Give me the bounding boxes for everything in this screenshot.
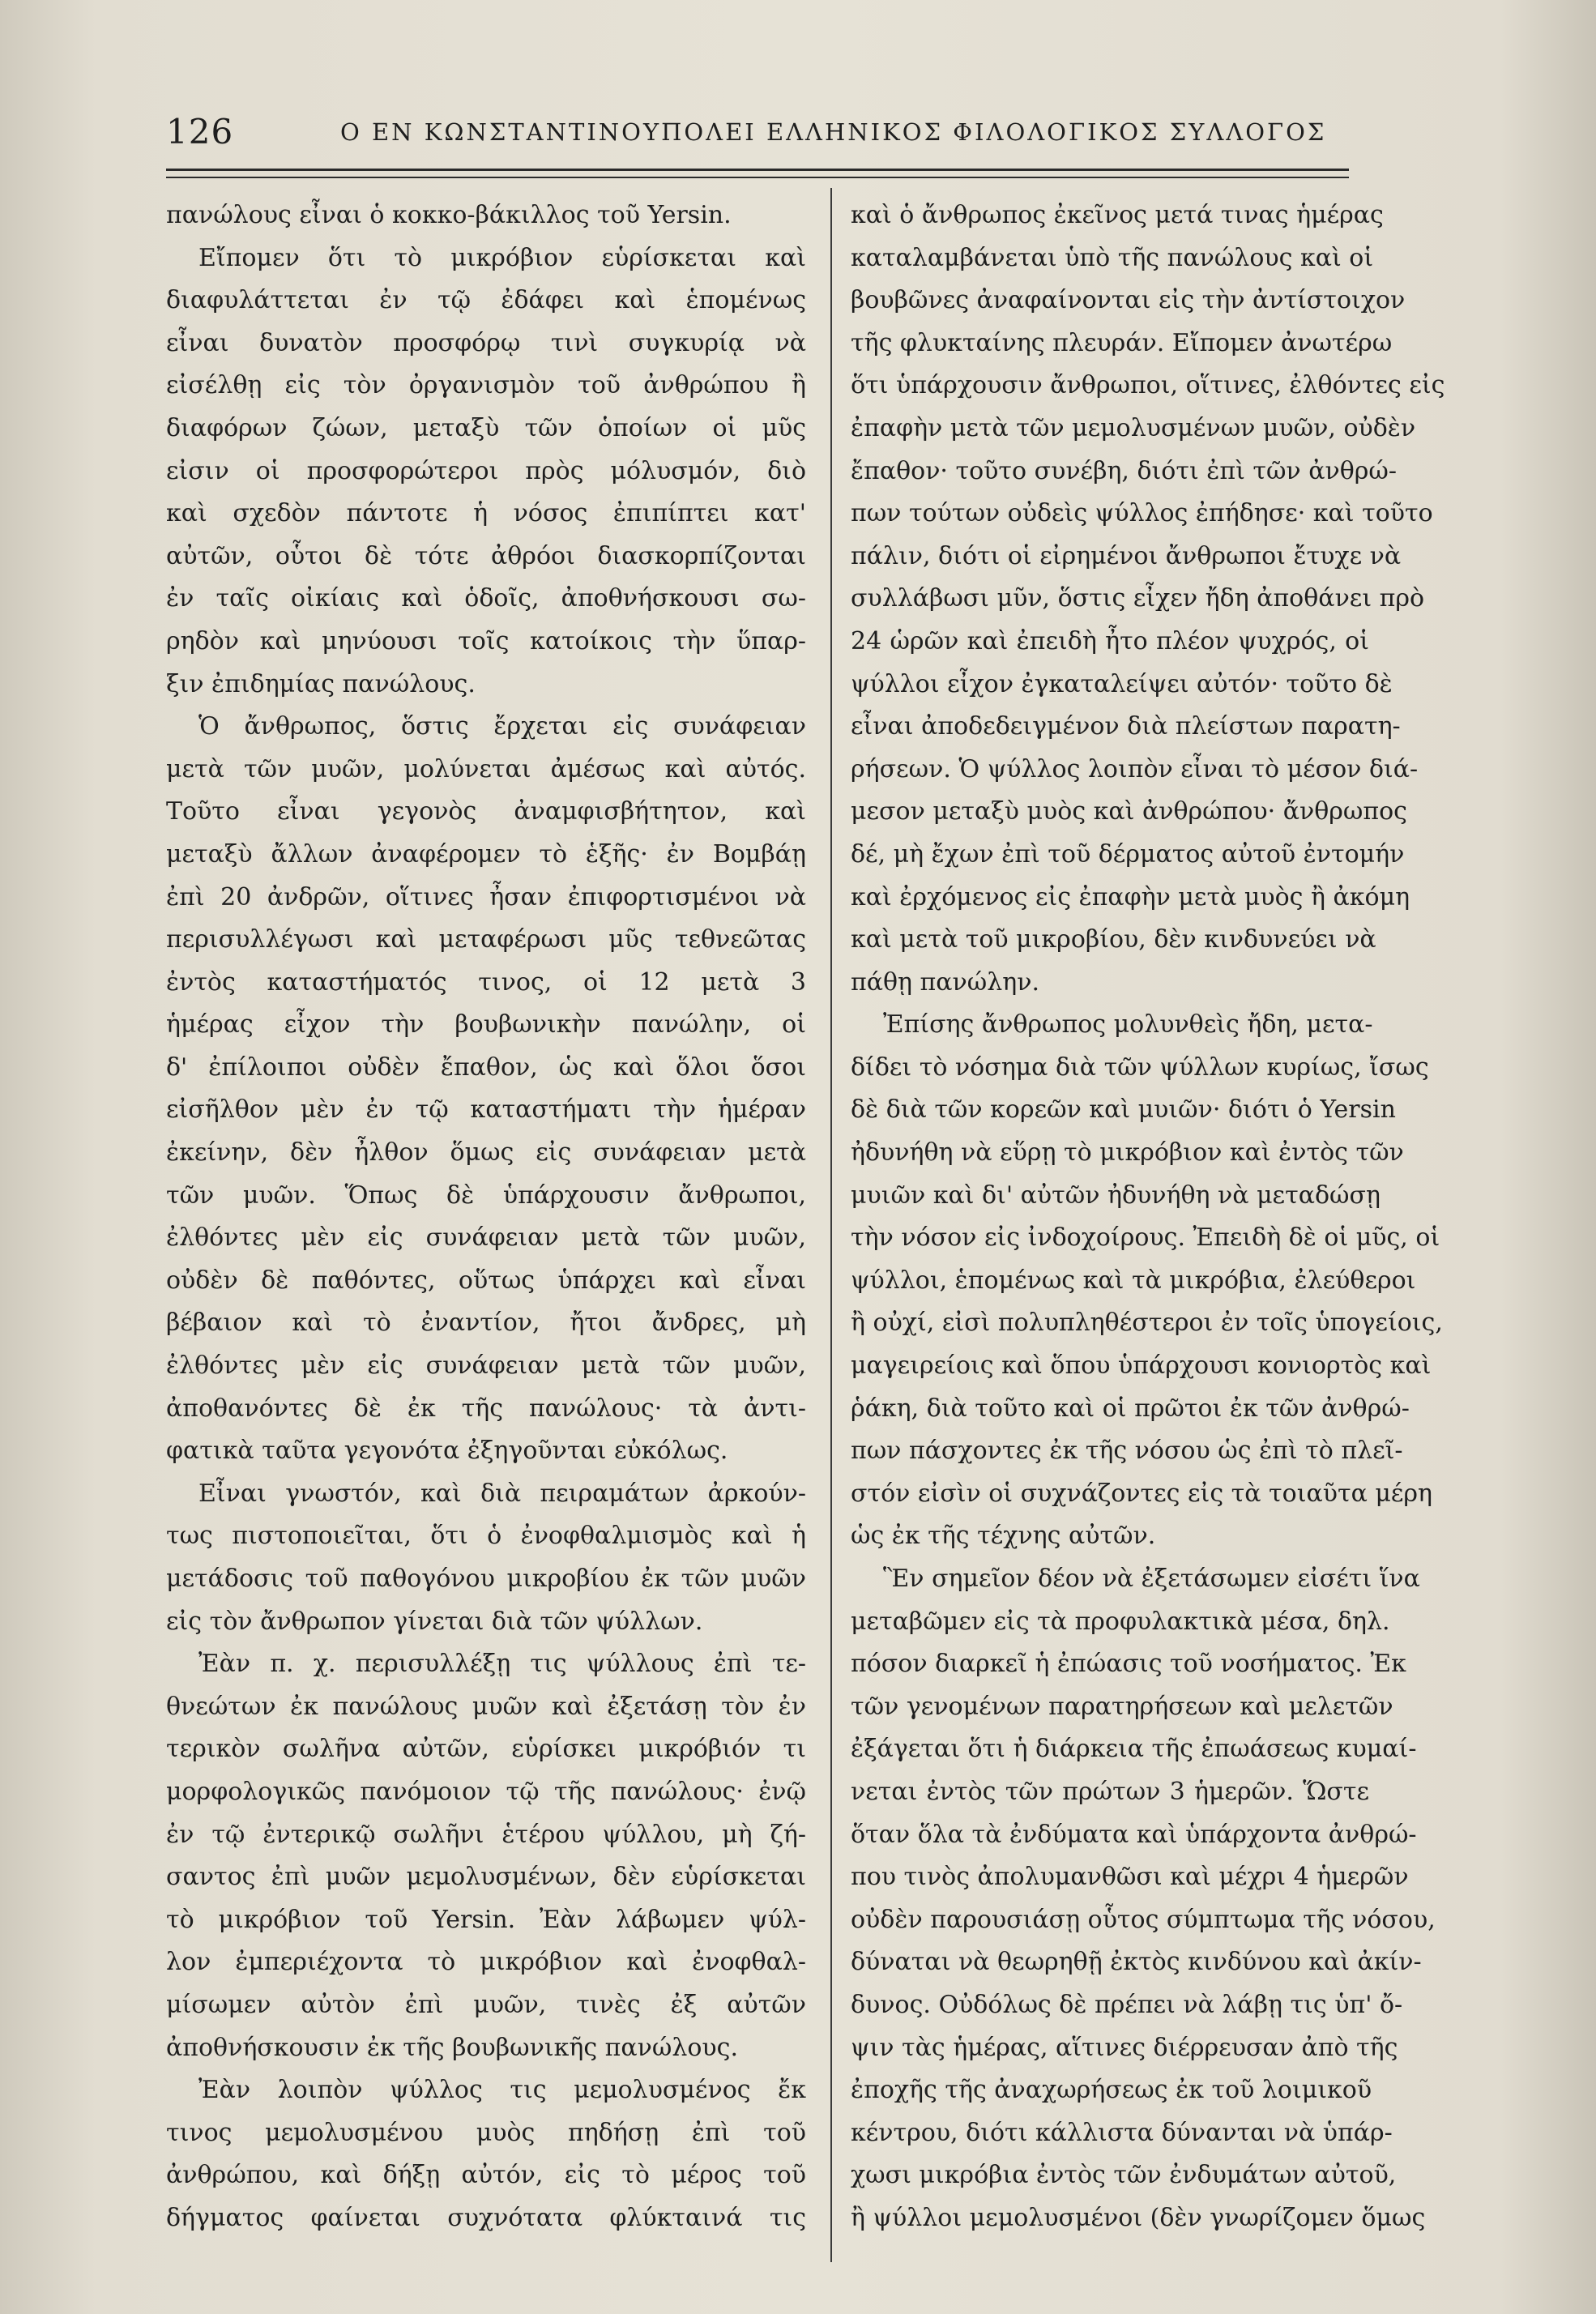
right-column-line: καὶ μετὰ τοῦ μικροβίου, δὲν κινδυνεύει νὰ [851,925,1376,954]
left-column-line: εἰσῆλθον μὲν ἐν τῷ καταστήματι τὴν ἡμέραν [166,1095,806,1125]
right-column-line: πων τούτων οὐδεὶς ψύλλος ἐπήδησε· καὶ τοῦτο [851,499,1433,528]
left-column-line: εἰς τὸν ἄνθρωπον γίνεται διὰ τῶν ψύλλων. [166,1607,703,1636]
header-rule-thin [166,177,1349,178]
header-rule [166,169,1349,171]
right-column-line: ρήσεων. Ὁ ψύλλος λοιπὸν εἶναι τὸ μέσον διά- [851,754,1419,783]
right-column-line: καὶ ἐρχόμενος εἰς ἐπαφὴν μετὰ μυὸς ἢ ἀκόμη [851,882,1410,912]
left-column-line: εἰσέλθῃ εἰς τὸν ὀργανισμὸν τοῦ ἀνθρώπου ἢ [166,371,806,400]
left-column-line: βέβαιον καὶ τὸ ἐναντίον, ἤτοι ἄνδρες, μὴ [166,1309,806,1338]
left-column-line: ἐπὶ 20 ἀνδρῶν, οἵτινες ἦσαν ἐπιφορτισμένοι νὰ [166,882,806,912]
right-column-line: ἢ οὐχί, εἰσὶ πολυπληθέστεροι ἐν τοῖς ὑπογείοις, [851,1309,1443,1338]
left-column-line: δήγματος φαίνεται συχνότατα φλύκταινά τις [166,2203,806,2232]
right-column-line: μυιῶν καὶ δι' αὐτῶν ἠδυνήθη νὰ μεταδώσῃ [851,1180,1380,1210]
left-column-line: ἐν τῷ ἐντερικῷ σωλῆνι ἑτέρου ψύλλου, μὴ ζή- [166,1820,806,1849]
right-column-line: Ἐπίσης ἄνθρωπος μολυνθεὶς ἤδη, μετα- [883,1010,1373,1040]
right-column-line: στόν εἰσὶν οἱ συχνάζοντες εἰς τὰ τοιαῦτα μέρη [851,1479,1433,1508]
right-column-line: δὲ διὰ τῶν κορεῶν καὶ μυιῶν· διότι ὁ Yersin [851,1095,1396,1125]
right-column-line: δυνος. Οὐδόλως δὲ πρέπει νὰ λάβῃ τις ὑπ' ὄ- [851,1990,1403,2019]
right-column-line: καταλαμβάνεται ὑπὸ τῆς πανώλους καὶ οἱ [851,243,1374,272]
left-column-line: φατικὰ ταῦτα γεγονότα ἐξηγοῦνται εὐκόλως. [166,1437,728,1466]
right-column-line: πάλιν, διότι οἱ εἰρημένοι ἄνθρωποι ἔτυχε νὰ [851,541,1402,570]
left-column-line: εἶναι δυνατὸν προσφόρῳ τινὶ συγκυρίᾳ νὰ [166,328,806,357]
left-column-line: Ὁ ἄνθρωπος, ὅστις ἔρχεται εἰς συνάφειαν [198,712,806,741]
right-column-line: μεταβῶμεν εἰς τὰ προφυλακτικὰ μέσα, δηλ. [851,1607,1390,1636]
left-column-line: ἀνθρώπου, καὶ δήξῃ αὐτόν, εἰς τὸ μέρος τοῦ [166,2161,806,2190]
right-column [851,194,1445,2240]
right-column-line: ἐποχῆς τῆς ἀναχωρήσεως ἐκ τοῦ λοιμικοῦ [851,2076,1372,2105]
right-column-line: βουβῶνες ἀναφαίνονται εἰς τὴν ἀντίστοιχον [851,286,1406,315]
left-column-line: τως πιστοποιεῖται, ὅτι ὁ ἐνοφθαλμισμὸς καὶ ἡ [166,1522,806,1551]
right-column-line: ἢ ψύλλοι μεμολυσμένοι (δὲν γνωρίζομεν ὅμως [851,2203,1426,2232]
right-column-line: δίδει τὸ νόσημα διὰ τῶν ψύλλων κυρίως, ἴσως [851,1052,1429,1082]
left-column-line: λον ἐμπεριέχοντα τὸ μικρόβιον καὶ ἐνοφθαλ- [166,1948,806,1977]
left-column-line: πανώλους εἶναι ὁ κοκκο-βάκιλλος τοῦ Yersin. [166,201,732,229]
right-column-line: ψιν τὰς ἡμέρας, αἵτινες διέρρευσαν ἀπὸ τῆς [851,2033,1398,2062]
right-column-line: ῥάκη, διὰ τοῦτο καὶ οἱ πρῶτοι ἐκ τῶν ἀνθρώ- [851,1394,1410,1423]
right-column-line: που τινὸς ἀπολυμανθῶσι καὶ μέχρι 4 ἡμερῶν [851,1863,1409,1892]
column-divider [830,188,832,2262]
left-column-line: διαφυλάττεται ἐν τῷ ἐδάφει καὶ ἑπομένως [166,286,806,315]
left-column-line: τερικὸν σωλῆνα αὐτῶν, εὑρίσκει μικρόβιόν τι [166,1735,806,1764]
right-column-line: ἐπαφὴν μετὰ τῶν μεμολυσμένων μυῶν, οὐδὲν [851,413,1416,442]
left-column-line: διαφόρων ζώων, μεταξὺ τῶν ὁποίων οἱ μῦς [166,413,806,442]
right-column-line: πων πάσχοντες ἐκ τῆς νόσου ὡς ἐπὶ τὸ πλεῖ- [851,1437,1403,1466]
left-column-line: καὶ σχεδὸν πάντοτε ἡ νόσος ἐπιπίπτει κατ' [166,499,806,528]
left-column-line: δ' ἐπίλοιποι οὐδὲν ἔπαθον, ὡς καὶ ὅλοι ὅσοι [166,1052,806,1082]
left-column-line: μίσωμεν αὐτὸν ἐπὶ μυῶν, τινὲς ἐξ αὐτῶν [166,1990,806,2019]
right-column-line: ψύλλοι, ἑπομένως καὶ τὰ μικρόβια, ἐλεύθεροι [851,1266,1416,1295]
right-column-line: δέ, μὴ ἔχων ἐπὶ τοῦ δέρματος αὐτοῦ ἐντομήν [851,839,1405,869]
left-column-line: μετὰ τῶν μυῶν, μολύνεται ἀμέσως καὶ αὐτός. [166,754,806,783]
left-column-line: εἰσιν οἱ προσφορώτεροι πρὸς μόλυσμόν, διὸ [166,456,806,485]
right-column-line: κέντρου, διότι κάλλιστα δύνανται νὰ ὑπάρ- [851,2118,1393,2147]
right-column-line: συλλάβωσι μῦν, ὅστις εἶχεν ἤδη ἀποθάνει πρὸ [851,584,1425,613]
left-column-line: αὐτῶν, οὗτοι δὲ τότε ἀθρόοι διασκορπίζονται [166,541,806,570]
right-column-line: ψύλλοι εἶχον ἐγκαταλείψει αὐτόν· τοῦτο δὲ [851,669,1393,698]
left-column-line: ρηδὸν καὶ μηνύουσι τοῖς κατοίκοις τὴν ὕπαρ- [166,626,806,655]
left-column-line: μεταξὺ ἄλλων ἀναφέρομεν τὸ ἑξῆς· ἐν Βομβάῃ [166,839,806,869]
page-header [166,112,1341,160]
left-column-line: μετάδοσις τοῦ παθογόνου μικροβίου ἐκ τῶν μυῶν [166,1565,806,1593]
left-column-line: τινος μεμολυσμένου μυὸς πηδήσῃ ἐπὶ τοῦ [166,2118,806,2147]
right-column-line: τῆς φλυκταίνης πλευράν. Εἴπομεν ἀνωτέρω [851,328,1393,357]
right-column-line: πόσον διαρκεῖ ἡ ἐπώασις τοῦ νοσήματος. Ἐκ [851,1650,1406,1679]
left-column-line: τὸ μικρόβιον τοῦ Yersin. Ἐὰν λάβωμεν ψύλ- [166,1905,806,1934]
left-column-line: ξιν ἐπιδημίας πανώλους. [166,669,476,698]
right-column-line: ἐξάγεται ὅτι ἡ διάρκεια τῆς ἐπωάσεως κυμαί- [851,1735,1417,1764]
right-column-line: 24 ὡρῶν καὶ ἐπειδὴ ἦτο πλέον ψυχρός, οἱ [851,626,1369,655]
left-column-line: Εἶναι γνωστόν, καὶ διὰ πειραμάτων ἀρκούν- [198,1479,806,1508]
right-column-line: νεται ἐντὸς τῶν πρώτων 3 ἡμερῶν. Ὥστε [851,1777,1369,1806]
left-column-line: ἐλθόντες μὲν εἰς συνάφειαν μετὰ τῶν μυῶν, [166,1223,806,1253]
right-column-line: μαγειρείοις καὶ ὅπου ὑπάρχουσι κονιορτὸς καὶ [851,1351,1432,1381]
right-column-line: ἔπαθον· τοῦτο συνέβη, διότι ἐπὶ τῶν ἀνθρώ- [851,456,1398,485]
left-column-line: ἀποθανόντες δὲ ἐκ τῆς πανώλους· τὰ ἀντι- [166,1394,806,1423]
left-column-line: τῶν μυῶν. Ὅπως δὲ ὑπάρχουσιν ἄνθρωποι, [166,1180,806,1210]
right-column-line: ἠδυνήθη νὰ εὕρῃ τὸ μικρόβιον καὶ ἐντὸς τῶν [851,1138,1404,1168]
right-column-line: μεσον μεταξὺ μυὸς καὶ ἀνθρώπου· ἄνθρωπος [851,797,1407,826]
running-title: Ο ΕΝ ΚΩΝΣΤΑΝΤΙΝΟΥΠΟΛΕΙ ΕΛΛΗΝΙΚΟΣ ΦΙΛΟΛΟΓΙΚΟΣ ΣΥΛΛΟΓΟΣ [340,118,1327,146]
right-column-line: ὡς ἐκ τῆς τέχνης αὐτῶν. [851,1522,1156,1551]
left-column-line: ἐκείνην, δὲν ἦλθον ὅμως εἰς συνάφειαν μετὰ [166,1138,806,1168]
left-column-line: Εἴπομεν ὅτι τὸ μικρόβιον εὑρίσκεται καὶ [198,243,806,272]
left-column-line: ἐλθόντες μὲν εἰς συνάφειαν μετὰ τῶν μυῶν, [166,1351,806,1381]
right-column-line: εἶναι ἀποδεδειγμένον διὰ πλείστων παρατη- [851,712,1401,741]
left-column-line: θνεώτων ἐκ πανώλους μυῶν καὶ ἐξετάσῃ τὸν ἐν [166,1692,806,1721]
right-column-line: πάθῃ πανώλην. [851,967,1039,997]
left-column [166,194,806,2240]
right-column-line: καὶ ὁ ἄνθρωπος ἐκεῖνος μετά τινας ἡμέρας [851,201,1384,229]
right-column-line: ὅταν ὅλα τὰ ἐνδύματα καὶ ὑπάρχοντα ἀνθρώ- [851,1820,1417,1849]
left-column-line: περισυλλέγωσι καὶ μεταφέρωσι μῦς τεθνεῶτας [166,925,806,954]
left-column-line: Ἐὰν λοιπὸν ψύλλος τις μεμολυσμένος ἔκ [198,2076,806,2105]
left-column-line: οὐδὲν δὲ παθόντες, οὕτως ὑπάρχει καὶ εἶναι [166,1266,806,1295]
left-column-line: μορφολογικῶς πανόμοιον τῷ τῆς πανώλους· ἐνῷ [166,1777,806,1806]
right-column-line: οὐδὲν παρουσιάσῃ οὗτος σύμπτωμα τῆς νόσου, [851,1905,1436,1934]
left-column-line: ἀποθνήσκουσιν ἐκ τῆς βουβωνικῆς πανώλους. [166,2033,738,2062]
right-column-line: Ἓν σημεῖον δέον νὰ ἐξετάσωμεν εἰσέτι ἵνα [883,1565,1420,1593]
left-column-line: σαντος ἐπὶ μυῶν μεμολυσμένων, δὲν εὑρίσκεται [166,1863,806,1892]
left-column-line: ἐν ταῖς οἰκίαις καὶ ὁδοῖς, ἀποθνήσκουσι σω- [166,584,806,613]
left-column-line: ἡμέρας εἶχον τὴν βουβωνικὴν πανώλην, οἱ [166,1010,806,1040]
right-column-line: χωσι μικρόβια ἐντὸς τῶν ἐνδυμάτων αὐτοῦ, [851,2161,1397,2190]
right-column-line: ὅτι ὑπάρχουσιν ἄνθρωποι, οἵτινες, ἐλθόντες εἰς [851,371,1445,400]
right-column-line: τὴν νόσον εἰς ἰνδοχοίρους. Ἐπειδὴ δὲ οἱ μῦς, οἱ [851,1223,1440,1253]
left-column-line: Τοῦτο εἶναι γεγονὸς ἀναμφισβήτητον, καὶ [166,797,806,826]
page-number: 126 [166,112,234,152]
right-column-line: τῶν γενομένων παρατηρήσεων καὶ μελετῶν [851,1692,1393,1721]
left-column-line: Ἐὰν π. χ. περισυλλέξῃ τις ψύλλους ἐπὶ τε- [198,1650,806,1679]
right-column-line: δύναται νὰ θεωρηθῇ ἐκτὸς κινδύνου καὶ ἀκίν- [851,1948,1422,1977]
left-column-line: ἐντὸς καταστήματός τινος, οἱ 12 μετὰ 3 [166,967,806,997]
